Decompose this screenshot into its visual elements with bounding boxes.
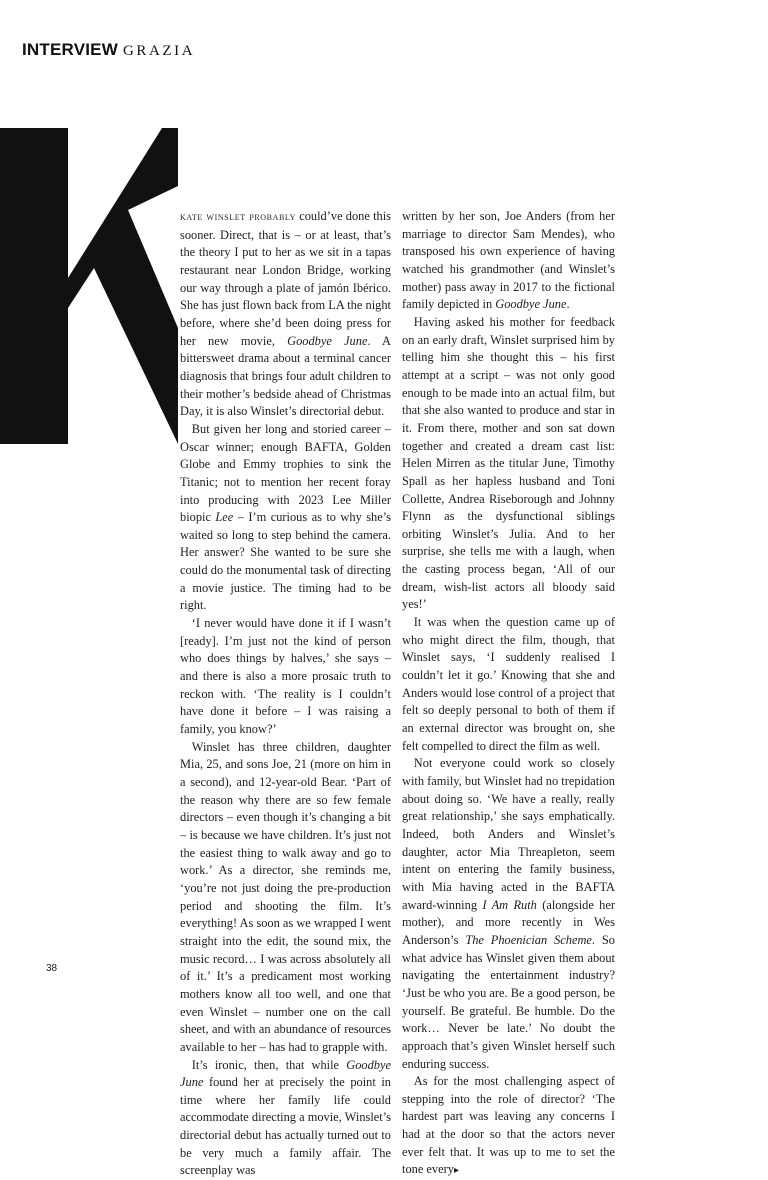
paragraph: ‘I never would have done it if I wasn’t [ready]. I’m just not the kind of person who does things by halves,’ she says – and there is also a more prosaic truth to reckon with. ‘The reality is I couldn’t have done it before – I was raising a family, you know?’ (180, 615, 391, 739)
continue-arrow-icon: ▸ (454, 1165, 459, 1176)
page-number: 38 (46, 963, 57, 974)
section-label: INTERVIEW (22, 40, 118, 59)
paragraph: Winslet has three children, daughter Mia, 25, and sons Joe, 21 (more on him in a second), and 12-year-old Bear. ‘Part of the reason why there are so few female directors – even though it’s changing a bit – is because we have children. It’s just not the easiest thing to walk away and go to work.’ As a director, she reminds me, ‘you’re not just doing the pre-production period and shooting the film. It’s everything! As soon as we wrapped I went straight into the edit, the sound mix, the music record… I was across absolutely all of it.’ It’s a predicament most working mothers know all too well, and one that even Winslet – number one on the call sheet, and with an abundance of resources available to her – has had to grapple with. (180, 739, 391, 1057)
magazine-brand: GRAZIA (123, 43, 195, 59)
film-title: I Am Ruth (482, 898, 537, 912)
dropcap-glyph (0, 128, 178, 444)
article-column-left (180, 208, 391, 1180)
film-title: Goodbye June (180, 1058, 391, 1090)
paragraph: It was when the question came up of who might direct the film, though, that Winslet says, ‘I suddenly realised I couldn’t let it go.’ Knowing that she and Anders would lose control of a project that felt so deeply personal to both of them if an external director was brought on, she felt compelled to direct the film as well. (402, 614, 615, 755)
dropcap-k (0, 128, 178, 444)
masthead (22, 40, 195, 61)
film-title: Goodbye June (495, 297, 566, 311)
article-column-right (402, 208, 615, 1180)
film-title: Lee (215, 510, 233, 524)
paragraph: Having asked his mother for feedback on an early draft, Winslet surprised him by telling him she thought this – his first attempt at a script – was not only good enough to be made into an actual film, but that she also wanted to produce and star in it. From there, mother and son sat down together and created a dream cast list: Helen Mirren as the titular June, Timothy Spall as her hapless husband and Toni Collette, Andrea Riseborough and Johnny Flynn as the dysfunctional siblings orbiting Winslet’s Julia. And to her surprise, she tells me with a laugh, when the casting process began, ‘All of our dream, wish-list actors all bloody said yes!’ (402, 314, 615, 614)
paragraph: But given her long and storied career – Oscar winner; enough BAFTA, Golden Globe and Emmy trophies to sink the Titanic; not to mention her recent foray into producing with 2023 Lee Miller biopic Lee – I’m curious as to why she’s waited so long to step behind the camera. Her answer? She wanted to be sure she could do the monumental task of directing a movie justice. The timing had to be right. (180, 421, 391, 615)
lead-in: kate winslet probably (180, 211, 296, 223)
paragraph: kate winslet probably could’ve done this sooner. Direct, that is – or at least, that’s the theory I put to her as we sit in a tapas restaurant near London Bridge, working our way through a plate of jamón Ibérico. She has just flown back from LA the night before, where she’d been doing press for her new movie, Goodbye June. A bittersweet drama about a terminal cancer diagnosis that brings four adult children to their mother’s bedside ahead of Christmas Day, it is also Winslet’s directorial debut. (180, 208, 391, 421)
paragraph: It’s ironic, then, that while Goodbye June found her at precisely the point in time where her family life could accommodate directing a movie, Winslet’s directorial debut has actually turned out to be very much a family affair. The screenplay was (180, 1057, 391, 1180)
paragraph: written by her son, Joe Anders (from her marriage to director Sam Mendes), who transposed his own experience of having watched his grandmother (and Winslet’s mother) pass away in 2017 to the fictional family depicted in Goodbye June. (402, 208, 615, 314)
film-title: Goodbye June (287, 334, 367, 348)
paragraph: As for the most challenging aspect of stepping into the role of director? ‘The hardest part was leaving any concerns I had at the door so that the actors never ever felt that. It was up to me to set the tone every▸ (402, 1073, 615, 1180)
film-title: The Phoenician Scheme (465, 933, 592, 947)
paragraph: Not everyone could work so closely with family, but Winslet had no trepidation about doing so. ‘We have a really, really great relationship,’ she says emphatically. Indeed, both Anders and Winslet’s daughter, actor Mia Threapleton, seem intent on entering the family business, with Mia having acted in the BAFTA award-winning I Am Ruth (alongside her mother), and more recently in Wes Anderson’s The Phoenician Scheme. So what advice has Winslet given them about navigating the entertainment industry? ‘Just be who you are. Be a good person, be yourself. Be grateful. Be humble. Do the work… Never be late.’ No doubt the approach that’s given Winslet herself such enduring success. (402, 755, 615, 1073)
